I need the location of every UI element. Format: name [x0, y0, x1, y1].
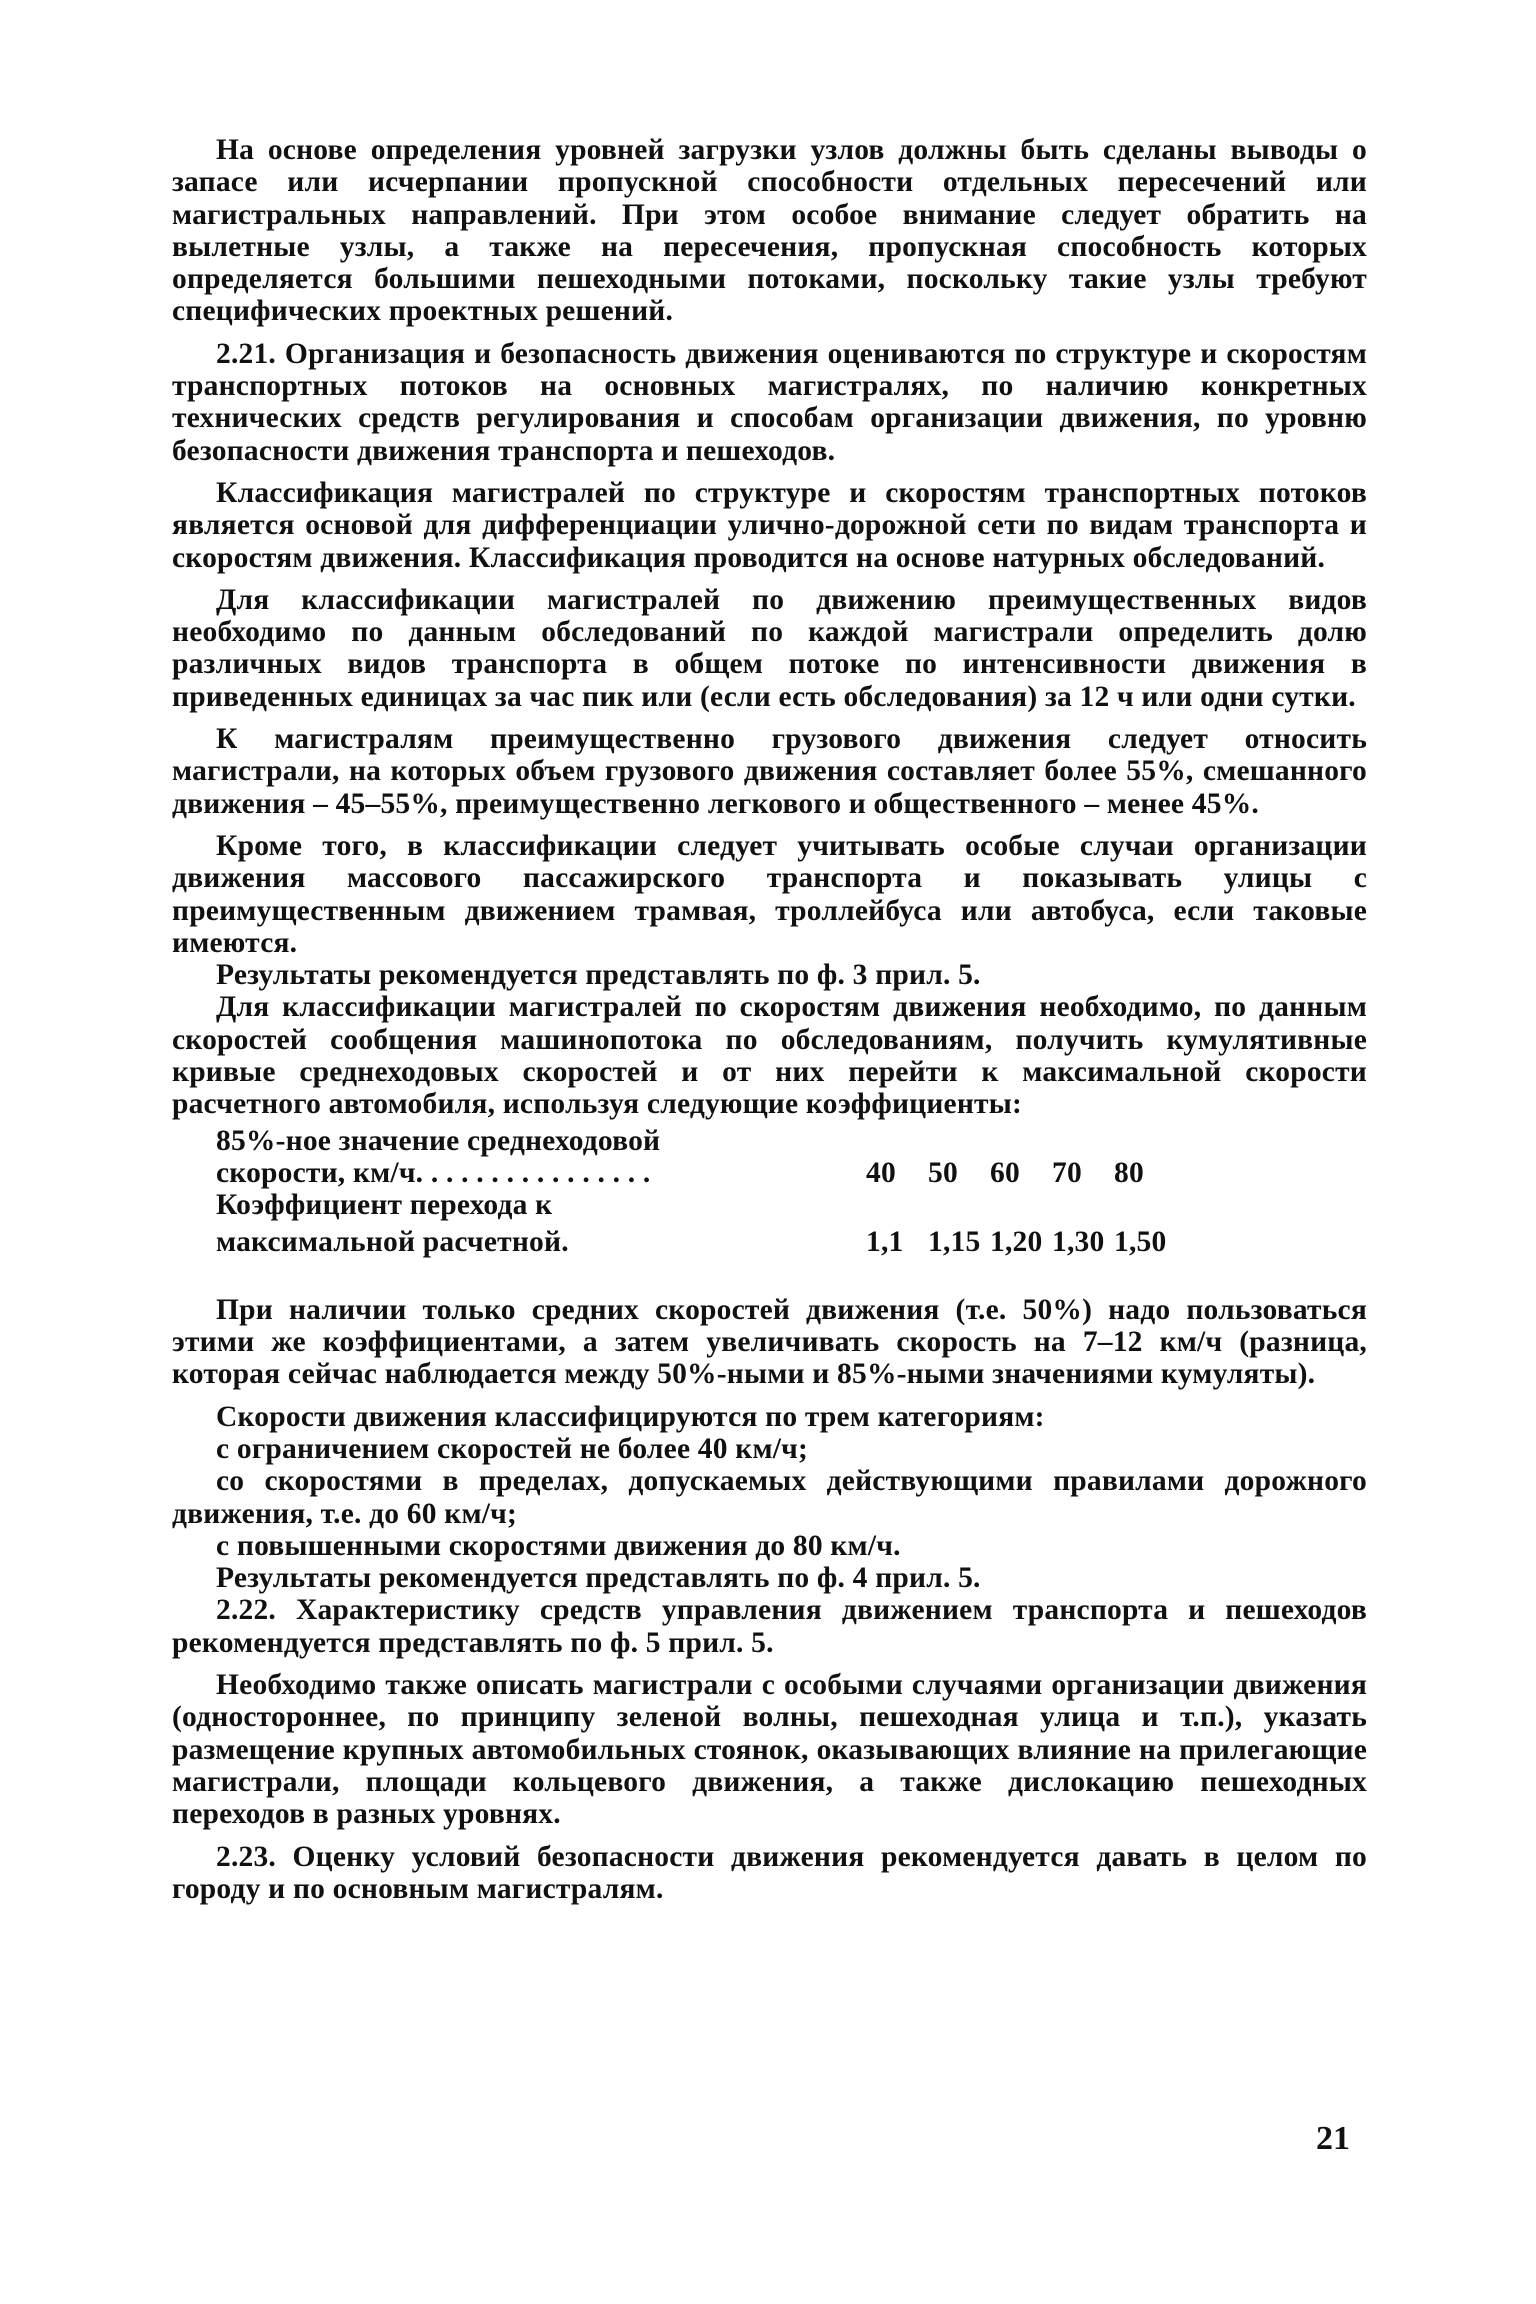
- coefficient-table-row-coef-label: [216, 1189, 1216, 1221]
- coefficient-value: 1,20: [990, 1225, 1043, 1258]
- list-item-category-40: с ограничением скоростей не более 40 км/ч;: [216, 1432, 809, 1465]
- coefficient-row1-values: [866, 1157, 1176, 1189]
- coefficient-value: 1,50: [1114, 1225, 1167, 1258]
- paragraph-results-form-4: Результаты рекомендуется представлять по ф. 4 прил. 5.: [216, 1562, 981, 1595]
- coefficient-value: 1,15: [928, 1225, 981, 1258]
- coefficient-row1-label-line2: скорости, км/ч. . . . . . . . . . . . . . . .: [216, 1156, 651, 1189]
- coefficient-table-row-speed: [216, 1157, 1216, 1189]
- page-number: 21: [1316, 2120, 1350, 2157]
- paragraph-classification-structure: Классификация магистралей по структуре и скоростям транспортных потоков является основой для дифференциации улично-дорожной сети по видам транспорта и скоростям движения. Классификация проводится на основе натурных обследований.: [172, 476, 1367, 574]
- coefficient-table: [216, 1125, 1216, 1258]
- coefficient-row2-label-line2: максимальной расчетной.: [216, 1225, 569, 1258]
- speed-value: 80: [1114, 1156, 1144, 1189]
- list-item-category-60: со скоростями в пределах, допускаемых действующими правилами дорожного движения, т.е. до 60 км/ч;: [172, 1465, 1367, 1530]
- paragraph-average-speeds: При наличии только средних скоростей движения (т.е. 50%) надо пользоваться этими же коэффициентами, а затем увеличивать скорость на 7–12 км/ч (разница, которая сейчас наблюдается между 50%-ными и 85%-ными значениями кумуляты).: [172, 1293, 1367, 1391]
- coefficient-table-row-coef: [216, 1226, 1216, 1258]
- paragraph-node-load-conclusions: На основе определения уровней загрузки узлов должны быть сделаны выводы о запасе или исчерпании пропускной способности отдельных пересечений или магистральных направлений. При этом особое внимание следует обратить на вылетные узлы, а также на пересечения, пропускная способность которых определяется большими пешеходными потоками, поскольку такие узлы требуют специфических проектных решений.: [172, 134, 1367, 328]
- speed-value: 70: [1052, 1156, 1082, 1189]
- coefficient-row1-label-line1: 85%-ное значение среднеходовой: [216, 1124, 661, 1157]
- speed-value: 40: [866, 1156, 896, 1189]
- coefficient-row2-label-line1: Коэффициент перехода к: [216, 1189, 553, 1222]
- list-item-category-80: с повышенными скоростями движения до 80 км/ч.: [216, 1529, 901, 1562]
- paragraph-freight-thresholds: К магистралям преимущественно грузового движения следует относить магистрали, на которых объем грузового движения составляет более 55%, смешанного движения – 45–55%, преимущественно легкового и общественного – менее 45%.: [172, 723, 1367, 820]
- coefficient-row2-values: [866, 1226, 1176, 1258]
- coefficient-value: 1,1: [866, 1225, 904, 1258]
- paragraph-speed-categories: Скорости движения классифицируются по трем категориям:: [216, 1400, 1045, 1433]
- paragraph-section-2-22: 2.22. Характеристику средств управления движением транспорта и пешеходов рекомендуется представлять по ф. 5 прил. 5.: [172, 1594, 1367, 1659]
- page-body: [172, 134, 1367, 1905]
- paragraph-special-cases: Кроме того, в классификации следует учитывать особые случаи организации движения массового пассажирского транспорта и показывать улицы с преимущественным движением трамвая, троллейбуса или автобуса, если таковые имеются.: [172, 829, 1367, 959]
- coefficient-value: 1,30: [1052, 1225, 1105, 1258]
- speed-value: 50: [928, 1156, 958, 1189]
- paragraph-speed-classification: Для классификации магистралей по скоростям движения необходимо, по данным скоростей сообщения машинопотока по обследованиям, получить кумулятивные кривые среднеходовых скоростей и от них перейти к максимальной скорости расчетного автомобиля, используя следующие коэффициенты:: [172, 991, 1367, 1121]
- paragraph-section-2-21: 2.21. Организация и безопасность движения оцениваются по структуре и скоростям транспортных потоков на основных магистралях, по наличию конкретных технических средств регулирования и способам организации движения, по уровню безопасности движения транспорта и пешеходов.: [172, 337, 1367, 467]
- paragraph-results-form-3: Результаты рекомендуется представлять по ф. 3 прил. 5.: [216, 959, 981, 992]
- speed-value: 60: [990, 1156, 1020, 1189]
- paragraph-classification-method: Для классификации магистралей по движению преимущественных видов необходимо по данным обследований по каждой магистрали определить долю различных видов транспорта в общем потоке по интенсивности движения в приведенных единицах за час пик или (если есть обследования) за 12 ч или одни сутки.: [172, 583, 1367, 713]
- paragraph-special-organization: Необходимо также описать магистрали с особыми случаями организации движения (одностороннее, по принципу зеленой волны, пешеходная улица и т.п.), указать размещение крупных автомобильных стоянок, оказывающих влияние на прилегающие магистрали, площади кольцевого движения, а также дислокацию пешеходных переходов в разных уровнях.: [172, 1669, 1367, 1831]
- coefficient-table-row-speed-label: [216, 1125, 1216, 1157]
- paragraph-section-2-23: 2.23. Оценку условий безопасности движения рекомендуется давать в целом по городу и по основным магистралям.: [172, 1840, 1367, 1905]
